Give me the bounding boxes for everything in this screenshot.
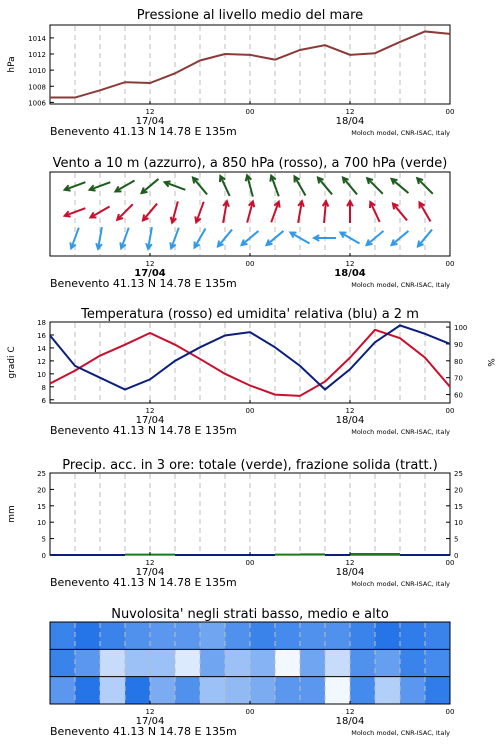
y-right-tick-label: 10 (454, 519, 463, 528)
y-right-tick-label: 0 (454, 552, 459, 560)
location-label: Benevento 41.13 N 14.78 E 135m (50, 576, 237, 589)
chart-title: Nuvolosita' negli strati basso, medio e alto (111, 607, 389, 622)
cloud-cell (275, 649, 301, 677)
y-tick-label: 1010 (28, 67, 46, 76)
y-axis-label: gradi C (7, 346, 17, 379)
date-label: 18/04 (335, 415, 365, 426)
y-right-tick-label: 20 (454, 486, 463, 495)
y-right-tick-label: 90 (454, 340, 463, 349)
cloud-cell (250, 649, 276, 677)
cloud-cell (225, 649, 251, 677)
location-label: Benevento 41.13 N 14.78 E 135m (50, 424, 237, 437)
time-tick-label: 12 (145, 260, 155, 268)
y-right-tick-label: 60 (454, 391, 463, 400)
cloud-cell (125, 677, 151, 705)
wind-arrow (367, 231, 384, 245)
date-label: 17/04 (135, 415, 165, 426)
cloud-cell (325, 649, 351, 677)
cloud-cell (100, 622, 126, 650)
cloud-cell (175, 677, 201, 705)
location-label: Benevento 41.13 N 14.78 E 135m (50, 277, 237, 290)
time-tick-label: 12 (145, 559, 155, 567)
cloud-cell (225, 622, 251, 650)
time-tick-label: 12 (145, 708, 155, 716)
cloud-cell (400, 622, 426, 650)
date-label: 17/04 (134, 268, 166, 279)
cloud-cell (75, 649, 101, 677)
wind-arrow (242, 231, 259, 245)
cloud-cell (125, 649, 151, 677)
y-tick-label: 15 (37, 502, 46, 511)
wind-arrow (267, 231, 284, 245)
credit-label: Moloch model, CNR-ISAC, Italy (351, 281, 450, 289)
cloud-cell (200, 649, 226, 677)
cloud-cell (175, 649, 201, 677)
time-tick-label: 00 (245, 108, 255, 116)
cloud-cell (275, 622, 301, 650)
cloud-cell (150, 622, 176, 650)
cloud-cell (100, 649, 126, 677)
cloud-cell (75, 622, 101, 650)
cloud-cell (300, 677, 326, 705)
chart-title: Vento a 10 m (azzurro), a 850 hPa (rosso), a 700 hPa (verde) (52, 156, 448, 171)
cloud-cell (300, 649, 326, 677)
cloud-cell (200, 677, 226, 705)
cloud-cell (425, 677, 451, 705)
cloud-cell (125, 622, 151, 650)
cloud-cell (150, 677, 176, 705)
cloud-cell (325, 677, 351, 705)
y-right-tick-label: 5 (454, 535, 459, 544)
y-right-axis-label: % (485, 358, 495, 367)
cloud-cell (325, 622, 351, 650)
y-tick-label: 8 (41, 383, 46, 392)
wind-arrow (418, 230, 432, 247)
time-tick-label: 12 (145, 407, 155, 415)
cloud-cell (75, 677, 101, 705)
cloud-cell (375, 677, 401, 705)
y-tick-label: 14 (37, 344, 46, 353)
time-tick-label: 00 (445, 559, 455, 567)
y-tick-label: 1012 (28, 51, 46, 60)
cloud-cell (400, 649, 426, 677)
date-label: 18/04 (334, 268, 366, 279)
date-label: 18/04 (335, 116, 365, 127)
credit-label: Moloch model, CNR-ISAC, Italy (351, 428, 450, 436)
y-tick-label: 1014 (28, 34, 46, 43)
cloud-cell (375, 622, 401, 650)
time-tick-label: 00 (445, 260, 455, 268)
wind-arrow (392, 179, 409, 193)
y-right-tick-label: 80 (454, 357, 463, 366)
cloud-cell (375, 649, 401, 677)
y-right-tick-label: 100 (454, 324, 468, 333)
y-right-tick-label: 70 (454, 374, 463, 383)
cloud-cell (350, 677, 376, 705)
time-tick-label: 00 (445, 708, 455, 716)
y-tick-label: 25 (37, 470, 46, 478)
time-tick-label: 12 (145, 108, 155, 116)
credit-label: Moloch model, CNR-ISAC, Italy (351, 580, 450, 588)
cloud-cell (350, 649, 376, 677)
time-tick-label: 12 (345, 559, 355, 567)
cloud-cell (50, 622, 76, 650)
wind-arrow (218, 230, 232, 247)
wind-arrow (340, 233, 359, 244)
wind-arrow (142, 179, 159, 193)
time-tick-label: 12 (345, 260, 355, 268)
y-right-tick-label: 15 (454, 502, 463, 511)
y-tick-label: 16 (37, 331, 46, 340)
credit-label: Moloch model, CNR-ISAC, Italy (351, 729, 450, 737)
y-tick-label: 6 (41, 396, 46, 405)
wind-arrow (117, 204, 133, 220)
cloud-cell (50, 649, 76, 677)
time-tick-label: 00 (245, 407, 255, 415)
chart-title: Pressione al livello medio del mare (136, 8, 364, 23)
time-tick-label: 12 (345, 708, 355, 716)
cloud-cell (250, 677, 276, 705)
date-label: 18/04 (335, 567, 365, 578)
time-tick-label: 12 (345, 108, 355, 116)
cloud-cell (100, 677, 126, 705)
y-tick-label: 1008 (28, 83, 46, 92)
time-tick-label: 00 (245, 260, 255, 268)
time-tick-label: 00 (245, 559, 255, 567)
y-right-tick-label: 25 (454, 470, 463, 478)
y-tick-label: 5 (41, 535, 46, 544)
y-tick-label: 20 (37, 486, 46, 495)
y-tick-label: 10 (37, 519, 46, 528)
cloud-cell (350, 622, 376, 650)
cloud-cell (225, 677, 251, 705)
cloud-cell (425, 649, 451, 677)
credit-label: Moloch model, CNR-ISAC, Italy (351, 129, 450, 137)
y-axis-label: hPa (7, 56, 17, 73)
cloud-cell (400, 677, 426, 705)
chart-title: Precip. acc. in 3 ore: totale (verde), frazione solida (tratt.) (62, 458, 438, 473)
cloud-cell (425, 622, 451, 650)
date-label: 17/04 (135, 716, 165, 727)
wind-arrow (290, 233, 309, 244)
y-tick-label: 18 (37, 319, 46, 327)
date-label: 17/04 (135, 116, 165, 127)
y-tick-label: 1006 (28, 99, 46, 108)
location-label: Benevento 41.13 N 14.78 E 135m (50, 125, 237, 138)
y-tick-label: 0 (41, 552, 46, 560)
cloud-cell (275, 677, 301, 705)
location-label: Benevento 41.13 N 14.78 E 135m (50, 725, 237, 738)
cloud-cell (250, 622, 276, 650)
y-tick-label: 10 (37, 370, 46, 379)
y-tick-label: 12 (37, 357, 46, 366)
date-label: 17/04 (135, 567, 165, 578)
wind-arrow (393, 204, 407, 221)
wind-arrow (392, 231, 409, 245)
cloud-cell (300, 622, 326, 650)
cloud-cell (200, 622, 226, 650)
chart-title: Temperatura (rosso) ed umidita' relativa (blu) a 2 m (81, 307, 419, 322)
time-tick-label: 00 (445, 108, 455, 116)
cloud-cell (50, 677, 76, 705)
time-tick-label: 00 (445, 407, 455, 415)
time-tick-label: 00 (245, 708, 255, 716)
y-axis-label: mm (7, 505, 17, 523)
time-tick-label: 12 (345, 407, 355, 415)
wind-arrow (143, 204, 157, 221)
cloud-cell (150, 649, 176, 677)
cloud-cell (175, 622, 201, 650)
date-label: 18/04 (335, 716, 365, 727)
wind-arrow (90, 207, 109, 218)
